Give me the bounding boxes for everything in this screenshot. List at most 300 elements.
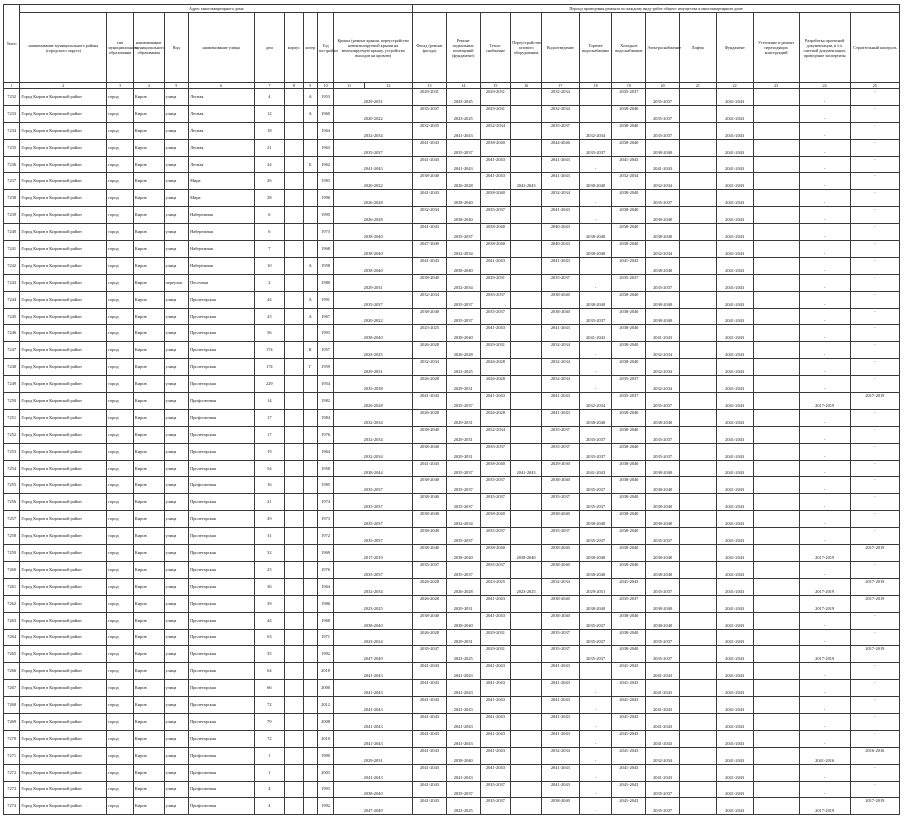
fund-period-cell: 2041-2043 [716,764,753,781]
street-name-cell: Лесная [189,105,254,122]
fund-period-cell: 2041-2043 [716,409,753,426]
roof-period-cell: 2035-2037 [334,494,413,511]
gas-period-cell [511,190,542,207]
foundation-period-cell: 2029-2031 [446,595,480,612]
hot-water-period-cell: 2038-2040 [579,224,612,241]
street-name-cell: Профсоюзная [189,477,254,494]
municipality-cell: Город Киров в Кировской район [20,426,107,443]
hot-water-period-cell [579,105,612,122]
table-body [4,83,900,815]
letter-cell [303,224,317,241]
roof-period-cell: 2020-2022 [334,105,413,122]
year-cell: 1972 [317,528,333,545]
design-period-cell: - [799,443,850,460]
cold-water-period-cell: 2038-2040 [612,494,646,511]
building-cell [285,663,303,680]
lifts-period-cell [679,578,716,595]
insulation-period-cell [753,528,799,545]
settlement-name-cell: Киров [133,359,164,376]
street-type-cell: улица [164,545,189,562]
hot-water-period-cell: - [579,798,612,815]
header-year: Год постройки [317,13,333,83]
hot-water-period-cell: 2035-2037 [579,426,612,443]
electro-period-cell: 2041-2043 [646,663,680,680]
street-type-cell: улица [164,376,189,393]
design-period-cell: - [799,764,850,781]
lifts-period-cell [679,342,716,359]
sewer-period-cell: 2038-2040 [541,561,579,578]
control-period-cell: - [850,511,899,528]
heating-period-cell: 2041-2043 [480,325,511,342]
settlement-type-cell: город [107,156,134,173]
design-period-cell: - [799,494,850,511]
cold-water-period-cell: 2038-2040 [612,207,646,224]
street-name-cell: Пролетарская [189,646,254,663]
design-period-cell: - [799,663,850,680]
settlement-name-cell: Киров [133,612,164,629]
heating-period-cell: 2035-2037 [480,443,511,460]
design-period-cell: - [799,376,850,393]
insulation-period-cell [753,122,799,139]
foundation-period-cell: 2029-2031 [446,443,480,460]
street-type-cell: улица [164,325,189,342]
heating-period-cell: 2029-2031 [480,342,511,359]
column-number: 13 [413,83,447,89]
sewer-period-cell: 2041-2043 [541,393,579,410]
foundation-period-cell: 2038-2040 [446,257,480,274]
hot-water-period-cell: 2038-2040 [579,173,612,190]
insulation-period-cell [753,578,799,595]
house-cell: 72 [254,730,285,747]
street-type-cell: улица [164,173,189,190]
table-row [4,781,900,798]
settlement-name-cell: Киров [133,646,164,663]
facade-period-cell: 2038-2040 [413,308,447,325]
facade-period-cell: 2035-2037 [413,561,447,578]
sewer-period-cell: 2032-2034 [541,89,579,106]
table-row [4,207,900,224]
municipality-cell: Город Киров в Кировской район [20,325,107,342]
roof-period-cell: 2023-2025 [334,595,413,612]
roof-period-cell: 2032-2034 [334,409,413,426]
electro-period-cell: 2038-2040 [646,460,680,477]
foundation-period-cell: 2029-2031 [446,409,480,426]
hot-water-period-cell: 2035-2037 [579,646,612,663]
building-cell [285,578,303,595]
letter-cell [303,511,317,528]
roof-period-cell: 2035-2037 [334,528,413,545]
sewer-period-cell: 2035-2037 [541,274,579,291]
cold-water-period-cell: 2038-2040 [612,561,646,578]
year-cell: 2000 [317,680,333,697]
lifts-period-cell [679,764,716,781]
roof-period-cell: 2032-2034 [334,426,413,443]
sewer-period-cell: 2041-2043 [541,680,579,697]
letter-cell [303,274,317,291]
cold-water-period-cell: 2038-2040 [612,308,646,325]
building-cell [285,241,303,258]
column-number: 18 [579,83,612,89]
electro-period-cell: 2035-2037 [646,274,680,291]
fund-period-cell: 2041-2043 [716,291,753,308]
roof-period-cell: 2032-2034 [334,443,413,460]
row-number: 7252 [4,426,20,443]
electro-period-cell: 2038-2040 [646,207,680,224]
heating-period-cell: 2041-2043 [480,257,511,274]
table-row [4,663,900,680]
house-cell: 54 [254,460,285,477]
settlement-type-cell: город [107,426,134,443]
settlement-name-cell: Киров [133,494,164,511]
row-number: 7237 [4,173,20,190]
row-number: 7266 [4,663,20,680]
gas-period-cell [511,561,542,578]
settlement-name-cell: Киров [133,426,164,443]
insulation-period-cell [753,105,799,122]
building-cell [285,798,303,815]
lifts-period-cell [679,257,716,274]
house-cell: 44 [254,612,285,629]
gas-period-cell [511,511,542,528]
design-period-cell: - [799,122,850,139]
facade-period-cell: 2035-2037 [413,105,447,122]
row-number: 7234 [4,122,20,139]
settlement-name-cell: Киров [133,477,164,494]
heating-period-cell: 2041-2043 [480,595,511,612]
header-roof: Крыша (ремонт крыши, переустройство невентилируемой крыши на вентилируемую крышу, устройство выходов на кровлю) [334,13,413,83]
sewer-period-cell: 2035-2037 [541,528,579,545]
sewer-period-cell: 2035-2037 [541,426,579,443]
municipality-cell: Город Киров в Кировской район [20,680,107,697]
header-group-period: Период проведения ремонта по каждому виду работ общего имущества в многоквартирном доме [413,5,900,13]
facade-period-cell: 2032-2034 [413,291,447,308]
header-electro: Электроснабжение [646,13,680,83]
fund-period-cell: 2041-2043 [716,494,753,511]
gas-period-cell [511,646,542,663]
insulation-period-cell [753,241,799,258]
heating-period-cell: 2038-2040 [480,139,511,156]
roof-period-cell: 2038-2040 [334,241,413,258]
municipality-cell: Город Киров в Кировской район [20,612,107,629]
gas-period-cell [511,274,542,291]
heating-period-cell: 2026-2028 [480,376,511,393]
fund-period-cell: 2041-2043 [716,156,753,173]
electro-period-cell: 2041-2043 [646,325,680,342]
facade-period-cell: 2026-2028 [413,342,447,359]
hot-water-period-cell: - [579,207,612,224]
row-number: 7269 [4,713,20,730]
row-number: 7256 [4,494,20,511]
settlement-name-cell: Киров [133,798,164,815]
street-name-cell: Профсоюзная [189,764,254,781]
hot-water-period-cell: - [579,747,612,764]
gas-period-cell [511,308,542,325]
year-cell: 1991 [317,291,333,308]
facade-period-cell: 2026-2028 [413,595,447,612]
electro-period-cell: 2035-2037 [646,629,680,646]
sewer-period-cell: 2035-2037 [541,494,579,511]
cold-water-period-cell: 2041-2043 [612,697,646,714]
design-period-cell: - [799,460,850,477]
header-group-address: Адрес многоквартирного дома [20,5,413,13]
municipality-cell: Город Киров в Кировской район [20,798,107,815]
building-cell [285,376,303,393]
control-period-cell: - [850,561,899,578]
building-cell [285,595,303,612]
building-cell [285,409,303,426]
insulation-period-cell [753,460,799,477]
street-name-cell: Пролетарская [189,561,254,578]
house-cell: 21 [254,139,285,156]
gas-period-cell [511,89,542,106]
roof-period-cell: 2035-2037 [334,477,413,494]
fund-period-cell: 2041-2043 [716,798,753,815]
design-period-cell: 2017-2019 [799,545,850,562]
lifts-period-cell [679,646,716,663]
header-design: Разработка проектной документации, в т.ч. сметной документации, проведение экспертизы [799,13,850,83]
insulation-period-cell [753,798,799,815]
insulation-period-cell [753,257,799,274]
fund-period-cell: 2041-2043 [716,713,753,730]
column-number: 2 [20,83,107,89]
facade-period-cell: 2041-2043 [413,224,447,241]
row-number: 7255 [4,477,20,494]
header-settlement-type: тип муниципального образования [107,13,134,83]
gas-period-cell [511,105,542,122]
insulation-period-cell [753,376,799,393]
foundation-period-cell: 2029-2031 [446,426,480,443]
foundation-period-cell: 2035-2037 [446,291,480,308]
house-cell: 38 [254,190,285,207]
settlement-name-cell: Киров [133,173,164,190]
building-cell [285,443,303,460]
municipality-cell: Город Киров в Кировской район [20,713,107,730]
street-type-cell: улица [164,646,189,663]
letter-cell: Г [303,359,317,376]
settlement-type-cell: город [107,291,134,308]
street-name-cell: Профсоюзная [189,393,254,410]
lifts-period-cell [679,139,716,156]
lifts-period-cell [679,798,716,815]
municipality-cell: Город Киров в Кировской район [20,781,107,798]
facade-period-cell: 2041-2043 [413,764,447,781]
foundation-period-cell: 2023-2025 [446,105,480,122]
street-name-cell: Пролетарская [189,545,254,562]
sewer-period-cell: 2041-2043 [541,697,579,714]
year-cell: 2010 [317,730,333,747]
municipality-cell: Город Киров в Кировской район [20,122,107,139]
column-number: 9 [303,83,317,89]
control-period-cell: - [850,139,899,156]
heating-period-cell: 2035-2037 [480,207,511,224]
row-number: 7245 [4,308,20,325]
street-name-cell: Пролетарская [189,359,254,376]
settlement-name-cell: Киров [133,105,164,122]
street-type-cell: улица [164,105,189,122]
control-period-cell: - [850,241,899,258]
settlement-type-cell: город [107,646,134,663]
electro-period-cell: 2035-2037 [646,443,680,460]
settlement-name-cell: Киров [133,393,164,410]
fund-period-cell: 2041-2043 [716,224,753,241]
header-street-type: Вид [164,13,189,83]
settlement-name-cell: Киров [133,460,164,477]
fund-period-cell: 2041-2043 [716,730,753,747]
municipality-cell: Город Киров в Кировской район [20,173,107,190]
house-cell: 72 [254,697,285,714]
sewer-period-cell: 2035-2037 [541,629,579,646]
fund-period-cell: 2041-2043 [716,663,753,680]
hot-water-period-cell: 2038-2040 [579,291,612,308]
sewer-period-cell: 2041-2043 [541,156,579,173]
hot-water-period-cell: 2038-2040 [579,241,612,258]
insulation-period-cell [753,274,799,291]
lifts-period-cell [679,122,716,139]
settlement-name-cell: Киров [133,325,164,342]
facade-period-cell: 2038-2040 [413,173,447,190]
letter-cell [303,325,317,342]
table-row [4,477,900,494]
cold-water-period-cell: 2038-2040 [612,646,646,663]
settlement-name-cell: Киров [133,680,164,697]
street-name-cell: Набережная [189,207,254,224]
row-number: 7258 [4,528,20,545]
street-name-cell: Пролетарская [189,291,254,308]
design-period-cell: - [799,274,850,291]
lifts-period-cell [679,747,716,764]
design-period-cell: - [799,713,850,730]
foundation-period-cell: 2041-2043 [446,764,480,781]
fund-period-cell: 2041-2043 [716,595,753,612]
gas-period-cell [511,443,542,460]
insulation-period-cell [753,291,799,308]
settlement-type-cell: город [107,274,134,291]
cold-water-period-cell: 2041-2043 [612,663,646,680]
settlement-type-cell: город [107,105,134,122]
foundation-period-cell: 2023-2025 [446,646,480,663]
year-cell: 1976 [317,426,333,443]
foundation-period-cell: 2035-2037 [446,393,480,410]
settlement-name-cell: Киров [133,629,164,646]
foundation-period-cell: 2029-2031 [446,376,480,393]
table-row [4,680,900,697]
house-cell: 7 [254,241,285,258]
cold-water-period-cell: 2035-2037 [612,393,646,410]
street-name-cell: Профсоюзная [189,798,254,815]
fund-period-cell: 2041-2043 [716,646,753,663]
municipality-cell: Город Киров в Кировской район [20,376,107,393]
house-cell: 35 [254,646,285,663]
cold-water-period-cell: 2038-2040 [612,190,646,207]
cold-water-period-cell: 2038-2040 [612,477,646,494]
settlement-name-cell: Киров [133,528,164,545]
year-cell: 1960 [317,105,333,122]
design-period-cell: 2017-2019 [799,798,850,815]
heating-period-cell: 2041-2043 [480,612,511,629]
electro-period-cell: 2038-2040 [646,477,680,494]
gas-period-cell [511,477,542,494]
cold-water-period-cell: 2038-2040 [612,105,646,122]
hot-water-period-cell: - [579,376,612,393]
lifts-period-cell [679,730,716,747]
house-cell: 16 [254,477,285,494]
control-period-cell: - [850,426,899,443]
table-row [4,376,900,393]
facade-period-cell: 2041-2043 [413,781,447,798]
fund-period-cell: 2041-2043 [716,308,753,325]
facade-period-cell: 2032-2034 [413,359,447,376]
control-period-cell: - [850,207,899,224]
settlement-type-cell: город [107,325,134,342]
column-number: 3 [107,83,134,89]
foundation-period-cell: 2026-2028 [446,173,480,190]
fund-period-cell: 2041-2043 [716,376,753,393]
heating-period-cell: 2023-2025 [480,578,511,595]
insulation-period-cell [753,190,799,207]
row-number: 7260 [4,561,20,578]
settlement-type-cell: город [107,494,134,511]
fund-period-cell: 2041-2043 [716,561,753,578]
year-cell: 1984 [317,409,333,426]
control-period-cell: 2017-2019 [850,393,899,410]
street-type-cell: улица [164,494,189,511]
fund-period-cell: 2041-2043 [716,274,753,291]
row-number: 7235 [4,139,20,156]
header-cold-water: Холодное водоснабжение [612,13,646,83]
settlement-name-cell: Киров [133,139,164,156]
header-facade: Фасад (ремонт фасада) [413,13,447,83]
design-period-cell: 2017-2019 [799,578,850,595]
street-type-cell: улица [164,224,189,241]
house-cell: 1 [254,764,285,781]
gas-period-cell [511,528,542,545]
sewer-period-cell: 2032-2034 [541,190,579,207]
roof-period-cell: 2038-2040 [334,257,413,274]
building-cell [285,139,303,156]
lifts-period-cell [679,460,716,477]
control-period-cell: - [850,680,899,697]
street-name-cell: Песочная [189,274,254,291]
fund-period-cell: 2041-2043 [716,612,753,629]
facade-period-cell: 2041-2043 [413,697,447,714]
insulation-period-cell [753,747,799,764]
gas-period-cell [511,139,542,156]
street-type-cell: улица [164,612,189,629]
control-period-cell: - [850,629,899,646]
control-period-cell: 2017-2019 [850,578,899,595]
heating-period-cell: 2035-2037 [480,528,511,545]
facade-period-cell: 2038-2040 [413,494,447,511]
street-name-cell: Пролетарская [189,680,254,697]
column-number: 21 [679,83,716,89]
building-cell [285,730,303,747]
roof-period-cell: 2047-2049 [334,798,413,815]
settlement-type-cell: город [107,89,134,106]
facade-period-cell: 2041-2043 [413,190,447,207]
year-cell: 1958 [317,257,333,274]
heating-period-cell: 2029-2031 [480,89,511,106]
street-type-cell: улица [164,680,189,697]
control-period-cell: - [850,663,899,680]
year-cell: 1992 [317,798,333,815]
facade-period-cell: 2038-2040 [413,545,447,562]
facade-period-cell: 2032-2034 [413,207,447,224]
house-cell: 17 [254,409,285,426]
sewer-period-cell: 2038-2040 [541,595,579,612]
roof-period-cell: 2041-2043 [334,680,413,697]
building-cell [285,173,303,190]
street-type-cell: улица [164,511,189,528]
